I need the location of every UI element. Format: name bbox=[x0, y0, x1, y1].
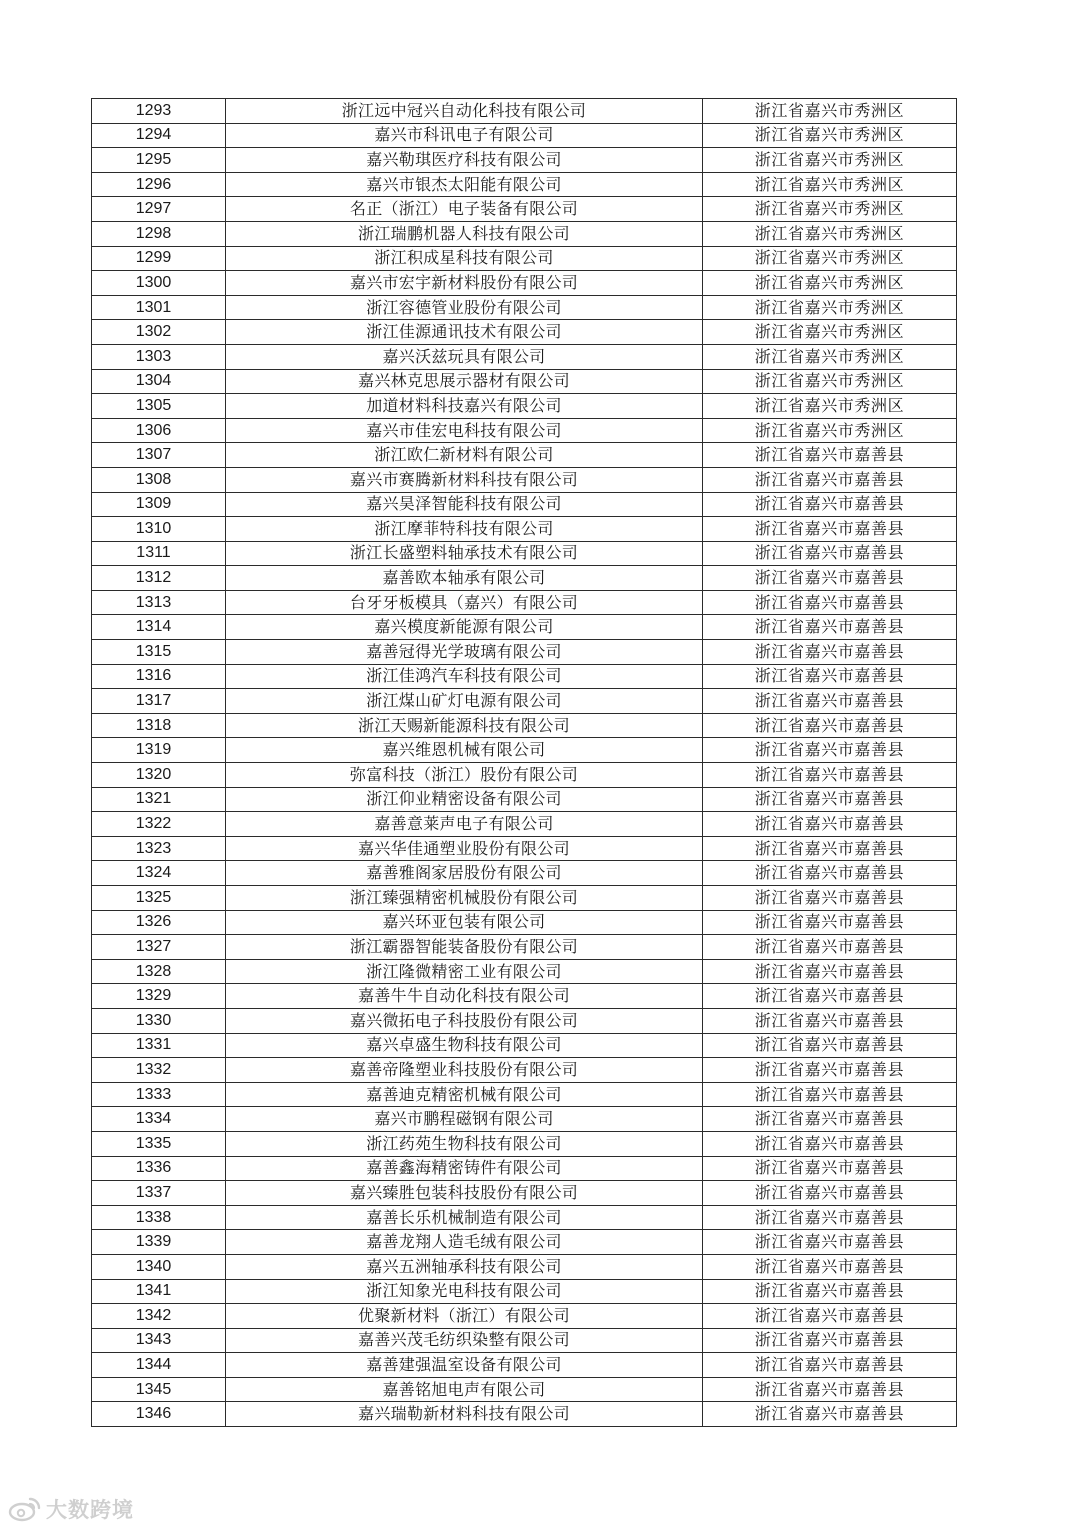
company-location: 浙江省嘉兴市嘉善县 bbox=[703, 1402, 957, 1427]
table-row bbox=[92, 640, 957, 665]
company-location: 浙江省嘉兴市嘉善县 bbox=[703, 886, 957, 911]
table-row bbox=[92, 1205, 957, 1230]
company-name: 浙江隆微精密工业有限公司 bbox=[226, 959, 703, 984]
row-number: 1344 bbox=[92, 1353, 226, 1378]
row-number: 1309 bbox=[92, 492, 226, 517]
company-location: 浙江省嘉兴市嘉善县 bbox=[703, 738, 957, 763]
company-name: 嘉善雅阁家居股份有限公司 bbox=[226, 861, 703, 886]
row-number: 1294 bbox=[92, 123, 226, 148]
company-location: 浙江省嘉兴市嘉善县 bbox=[703, 1230, 957, 1255]
company-name: 浙江积成星科技有限公司 bbox=[226, 246, 703, 271]
company-location: 浙江省嘉兴市嘉善县 bbox=[703, 812, 957, 837]
company-location: 浙江省嘉兴市嘉善县 bbox=[703, 713, 957, 738]
row-number: 1307 bbox=[92, 443, 226, 468]
company-location: 浙江省嘉兴市秀洲区 bbox=[703, 344, 957, 369]
company-location: 浙江省嘉兴市嘉善县 bbox=[703, 1205, 957, 1230]
table-row bbox=[92, 517, 957, 542]
row-number: 1334 bbox=[92, 1107, 226, 1132]
table-row bbox=[92, 443, 957, 468]
company-location: 浙江省嘉兴市嘉善县 bbox=[703, 1082, 957, 1107]
table-row bbox=[92, 492, 957, 517]
company-location: 浙江省嘉兴市秀洲区 bbox=[703, 394, 957, 419]
row-number: 1324 bbox=[92, 861, 226, 886]
row-number: 1311 bbox=[92, 541, 226, 566]
row-number: 1297 bbox=[92, 197, 226, 222]
company-name: 嘉兴市佳宏电科技有限公司 bbox=[226, 418, 703, 443]
row-number: 1296 bbox=[92, 172, 226, 197]
row-number: 1345 bbox=[92, 1377, 226, 1402]
company-location: 浙江省嘉兴市嘉善县 bbox=[703, 787, 957, 812]
table-row bbox=[92, 1353, 957, 1378]
company-location: 浙江省嘉兴市嘉善县 bbox=[703, 1033, 957, 1058]
table-row bbox=[92, 910, 957, 935]
company-name: 嘉兴华佳通塑业股份有限公司 bbox=[226, 836, 703, 861]
table-row bbox=[92, 959, 957, 984]
company-name: 浙江药苑生物科技有限公司 bbox=[226, 1131, 703, 1156]
company-name: 嘉善鑫海精密铸件有限公司 bbox=[226, 1156, 703, 1181]
company-name: 嘉兴臻胜包装科技股份有限公司 bbox=[226, 1181, 703, 1206]
row-number: 1302 bbox=[92, 320, 226, 345]
company-name: 嘉兴昊泽智能科技有限公司 bbox=[226, 492, 703, 517]
company-location: 浙江省嘉兴市嘉善县 bbox=[703, 467, 957, 492]
company-location: 浙江省嘉兴市嘉善县 bbox=[703, 1304, 957, 1329]
table-row bbox=[92, 1328, 957, 1353]
company-name: 浙江仰业精密设备有限公司 bbox=[226, 787, 703, 812]
company-name: 嘉兴沃兹玩具有限公司 bbox=[226, 344, 703, 369]
table-row bbox=[92, 467, 957, 492]
company-location: 浙江省嘉兴市嘉善县 bbox=[703, 935, 957, 960]
row-number: 1331 bbox=[92, 1033, 226, 1058]
row-number: 1333 bbox=[92, 1082, 226, 1107]
row-number: 1314 bbox=[92, 615, 226, 640]
row-number: 1332 bbox=[92, 1058, 226, 1083]
row-number: 1315 bbox=[92, 640, 226, 665]
company-name: 浙江臻强精密机械股份有限公司 bbox=[226, 886, 703, 911]
table-row bbox=[92, 1181, 957, 1206]
company-location: 浙江省嘉兴市秀洲区 bbox=[703, 172, 957, 197]
company-name: 嘉兴微拓电子科技股份有限公司 bbox=[226, 1008, 703, 1033]
company-name: 嘉兴瑞勒新材料科技有限公司 bbox=[226, 1402, 703, 1427]
row-number: 1301 bbox=[92, 295, 226, 320]
company-location: 浙江省嘉兴市嘉善县 bbox=[703, 1377, 957, 1402]
row-number: 1328 bbox=[92, 959, 226, 984]
row-number: 1329 bbox=[92, 984, 226, 1009]
row-number: 1305 bbox=[92, 394, 226, 419]
row-number: 1321 bbox=[92, 787, 226, 812]
company-location: 浙江省嘉兴市嘉善县 bbox=[703, 1131, 957, 1156]
company-name: 嘉善意莱声电子有限公司 bbox=[226, 812, 703, 837]
row-number: 1322 bbox=[92, 812, 226, 837]
table-row bbox=[92, 984, 957, 1009]
table-row bbox=[92, 99, 957, 124]
company-name: 嘉善冠得光学玻璃有限公司 bbox=[226, 640, 703, 665]
row-number: 1341 bbox=[92, 1279, 226, 1304]
company-name: 嘉兴勒琪医疗科技有限公司 bbox=[226, 148, 703, 173]
company-location: 浙江省嘉兴市嘉善县 bbox=[703, 1107, 957, 1132]
row-number: 1312 bbox=[92, 566, 226, 591]
company-name: 嘉善牛牛自动化科技有限公司 bbox=[226, 984, 703, 1009]
company-name: 嘉兴市赛腾新材料科技有限公司 bbox=[226, 467, 703, 492]
company-location: 浙江省嘉兴市秀洲区 bbox=[703, 148, 957, 173]
row-number: 1300 bbox=[92, 271, 226, 296]
row-number: 1338 bbox=[92, 1205, 226, 1230]
row-number: 1295 bbox=[92, 148, 226, 173]
company-location: 浙江省嘉兴市嘉善县 bbox=[703, 1353, 957, 1378]
company-name: 浙江瑞鹏机器人科技有限公司 bbox=[226, 221, 703, 246]
table-row bbox=[92, 1402, 957, 1427]
table-row bbox=[92, 812, 957, 837]
company-location: 浙江省嘉兴市嘉善县 bbox=[703, 517, 957, 542]
company-location: 浙江省嘉兴市嘉善县 bbox=[703, 590, 957, 615]
company-name: 浙江欧仁新材料有限公司 bbox=[226, 443, 703, 468]
row-number: 1310 bbox=[92, 517, 226, 542]
table-row bbox=[92, 689, 957, 714]
table-row bbox=[92, 935, 957, 960]
table-row bbox=[92, 271, 957, 296]
row-number: 1343 bbox=[92, 1328, 226, 1353]
table-row bbox=[92, 1033, 957, 1058]
company-name: 嘉兴市科讯电子有限公司 bbox=[226, 123, 703, 148]
table-row bbox=[92, 1131, 957, 1156]
company-name: 嘉善兴茂毛纺织染整有限公司 bbox=[226, 1328, 703, 1353]
table-row bbox=[92, 418, 957, 443]
table-row bbox=[92, 1058, 957, 1083]
company-location: 浙江省嘉兴市嘉善县 bbox=[703, 689, 957, 714]
row-number: 1303 bbox=[92, 344, 226, 369]
company-location: 浙江省嘉兴市嘉善县 bbox=[703, 541, 957, 566]
row-number: 1306 bbox=[92, 418, 226, 443]
table-row bbox=[92, 369, 957, 394]
company-table bbox=[91, 98, 957, 1427]
company-name: 浙江佳鸿汽车科技有限公司 bbox=[226, 664, 703, 689]
company-location: 浙江省嘉兴市嘉善县 bbox=[703, 615, 957, 640]
company-location: 浙江省嘉兴市秀洲区 bbox=[703, 246, 957, 271]
company-name: 嘉善长乐机械制造有限公司 bbox=[226, 1205, 703, 1230]
company-name: 嘉善龙翔人造毛绒有限公司 bbox=[226, 1230, 703, 1255]
row-number: 1318 bbox=[92, 713, 226, 738]
row-number: 1320 bbox=[92, 763, 226, 788]
table-row bbox=[92, 787, 957, 812]
company-location: 浙江省嘉兴市嘉善县 bbox=[703, 1254, 957, 1279]
company-location: 浙江省嘉兴市嘉善县 bbox=[703, 763, 957, 788]
company-location: 浙江省嘉兴市秀洲区 bbox=[703, 123, 957, 148]
row-number: 1317 bbox=[92, 689, 226, 714]
company-name: 嘉善铭旭电声有限公司 bbox=[226, 1377, 703, 1402]
company-location: 浙江省嘉兴市秀洲区 bbox=[703, 197, 957, 222]
row-number: 1339 bbox=[92, 1230, 226, 1255]
table-row bbox=[92, 1082, 957, 1107]
company-location: 浙江省嘉兴市秀洲区 bbox=[703, 271, 957, 296]
company-name: 弥富科技（浙江）股份有限公司 bbox=[226, 763, 703, 788]
table-row bbox=[92, 295, 957, 320]
table-row bbox=[92, 320, 957, 345]
table-row bbox=[92, 615, 957, 640]
table-row bbox=[92, 148, 957, 173]
company-name: 嘉兴市银杰太阳能有限公司 bbox=[226, 172, 703, 197]
company-location: 浙江省嘉兴市嘉善县 bbox=[703, 492, 957, 517]
company-name: 嘉兴市鹏程磁钢有限公司 bbox=[226, 1107, 703, 1132]
company-name: 嘉善帝隆塑业科技股份有限公司 bbox=[226, 1058, 703, 1083]
company-name: 浙江容德管业股份有限公司 bbox=[226, 295, 703, 320]
row-number: 1293 bbox=[92, 99, 226, 124]
row-number: 1316 bbox=[92, 664, 226, 689]
company-location: 浙江省嘉兴市秀洲区 bbox=[703, 418, 957, 443]
company-name: 加道材料科技嘉兴有限公司 bbox=[226, 394, 703, 419]
row-number: 1299 bbox=[92, 246, 226, 271]
company-name: 名正（浙江）电子装备有限公司 bbox=[226, 197, 703, 222]
company-location: 浙江省嘉兴市嘉善县 bbox=[703, 910, 957, 935]
company-name: 浙江长盛塑料轴承技术有限公司 bbox=[226, 541, 703, 566]
company-name: 浙江远中冠兴自动化科技有限公司 bbox=[226, 99, 703, 124]
table-row bbox=[92, 566, 957, 591]
company-location: 浙江省嘉兴市嘉善县 bbox=[703, 1181, 957, 1206]
row-number: 1336 bbox=[92, 1156, 226, 1181]
row-number: 1313 bbox=[92, 590, 226, 615]
company-location: 浙江省嘉兴市嘉善县 bbox=[703, 959, 957, 984]
company-name: 优聚新材料（浙江）有限公司 bbox=[226, 1304, 703, 1329]
company-name: 嘉善欧本轴承有限公司 bbox=[226, 566, 703, 591]
company-name: 嘉兴市宏宇新材料股份有限公司 bbox=[226, 271, 703, 296]
company-name: 台牙牙板模具（嘉兴）有限公司 bbox=[226, 590, 703, 615]
company-location: 浙江省嘉兴市嘉善县 bbox=[703, 1008, 957, 1033]
company-location: 浙江省嘉兴市秀洲区 bbox=[703, 221, 957, 246]
watermark-text: 大数跨境 bbox=[46, 1498, 134, 1522]
company-name: 嘉兴环亚包装有限公司 bbox=[226, 910, 703, 935]
table-row bbox=[92, 123, 957, 148]
row-number: 1330 bbox=[92, 1008, 226, 1033]
company-name: 嘉善建强温室设备有限公司 bbox=[226, 1353, 703, 1378]
company-name: 嘉兴模度新能源有限公司 bbox=[226, 615, 703, 640]
company-location: 浙江省嘉兴市嘉善县 bbox=[703, 1058, 957, 1083]
table-row bbox=[92, 738, 957, 763]
company-location: 浙江省嘉兴市嘉善县 bbox=[703, 836, 957, 861]
company-name: 浙江知象光电科技有限公司 bbox=[226, 1279, 703, 1304]
row-number: 1308 bbox=[92, 467, 226, 492]
company-location: 浙江省嘉兴市嘉善县 bbox=[703, 861, 957, 886]
table-row bbox=[92, 1008, 957, 1033]
table-row bbox=[92, 1230, 957, 1255]
table-row bbox=[92, 1279, 957, 1304]
company-location: 浙江省嘉兴市秀洲区 bbox=[703, 320, 957, 345]
table-row bbox=[92, 1254, 957, 1279]
table-row bbox=[92, 1156, 957, 1181]
row-number: 1327 bbox=[92, 935, 226, 960]
table-row bbox=[92, 1377, 957, 1402]
company-name: 嘉兴维恩机械有限公司 bbox=[226, 738, 703, 763]
table-row bbox=[92, 664, 957, 689]
company-name: 嘉兴五洲轴承科技有限公司 bbox=[226, 1254, 703, 1279]
company-location: 浙江省嘉兴市嘉善县 bbox=[703, 640, 957, 665]
row-number: 1298 bbox=[92, 221, 226, 246]
company-location: 浙江省嘉兴市嘉善县 bbox=[703, 1156, 957, 1181]
company-location: 浙江省嘉兴市嘉善县 bbox=[703, 664, 957, 689]
company-location: 浙江省嘉兴市嘉善县 bbox=[703, 443, 957, 468]
company-location: 浙江省嘉兴市嘉善县 bbox=[703, 984, 957, 1009]
watermark bbox=[8, 1494, 134, 1524]
company-name: 浙江佳源通讯技术有限公司 bbox=[226, 320, 703, 345]
table-row bbox=[92, 861, 957, 886]
company-location: 浙江省嘉兴市嘉善县 bbox=[703, 1328, 957, 1353]
table-row bbox=[92, 344, 957, 369]
table-row bbox=[92, 221, 957, 246]
company-location: 浙江省嘉兴市嘉善县 bbox=[703, 566, 957, 591]
table-row bbox=[92, 590, 957, 615]
table-row bbox=[92, 541, 957, 566]
row-number: 1340 bbox=[92, 1254, 226, 1279]
row-number: 1337 bbox=[92, 1181, 226, 1206]
company-list-sheet bbox=[91, 98, 956, 1427]
company-location: 浙江省嘉兴市秀洲区 bbox=[703, 99, 957, 124]
table-body bbox=[92, 99, 957, 1427]
weibo-icon bbox=[8, 1496, 42, 1522]
company-location: 浙江省嘉兴市嘉善县 bbox=[703, 1279, 957, 1304]
row-number: 1326 bbox=[92, 910, 226, 935]
row-number: 1335 bbox=[92, 1131, 226, 1156]
company-name: 浙江煤山矿灯电源有限公司 bbox=[226, 689, 703, 714]
table-row bbox=[92, 763, 957, 788]
company-name: 浙江霸器智能装备股份有限公司 bbox=[226, 935, 703, 960]
company-name: 浙江摩菲特科技有限公司 bbox=[226, 517, 703, 542]
row-number: 1342 bbox=[92, 1304, 226, 1329]
row-number: 1319 bbox=[92, 738, 226, 763]
row-number: 1304 bbox=[92, 369, 226, 394]
company-name: 嘉兴卓盛生物科技有限公司 bbox=[226, 1033, 703, 1058]
row-number: 1325 bbox=[92, 886, 226, 911]
table-row bbox=[92, 886, 957, 911]
table-row bbox=[92, 172, 957, 197]
company-location: 浙江省嘉兴市秀洲区 bbox=[703, 295, 957, 320]
row-number: 1323 bbox=[92, 836, 226, 861]
table-row bbox=[92, 1304, 957, 1329]
table-row bbox=[92, 836, 957, 861]
row-number: 1346 bbox=[92, 1402, 226, 1427]
company-name: 嘉善迪克精密机械有限公司 bbox=[226, 1082, 703, 1107]
table-row bbox=[92, 246, 957, 271]
table-row bbox=[92, 394, 957, 419]
table-row bbox=[92, 197, 957, 222]
table-row bbox=[92, 1107, 957, 1132]
company-name: 浙江天赐新能源科技有限公司 bbox=[226, 713, 703, 738]
table-row bbox=[92, 713, 957, 738]
company-name: 嘉兴林克思展示器材有限公司 bbox=[226, 369, 703, 394]
company-location: 浙江省嘉兴市秀洲区 bbox=[703, 369, 957, 394]
